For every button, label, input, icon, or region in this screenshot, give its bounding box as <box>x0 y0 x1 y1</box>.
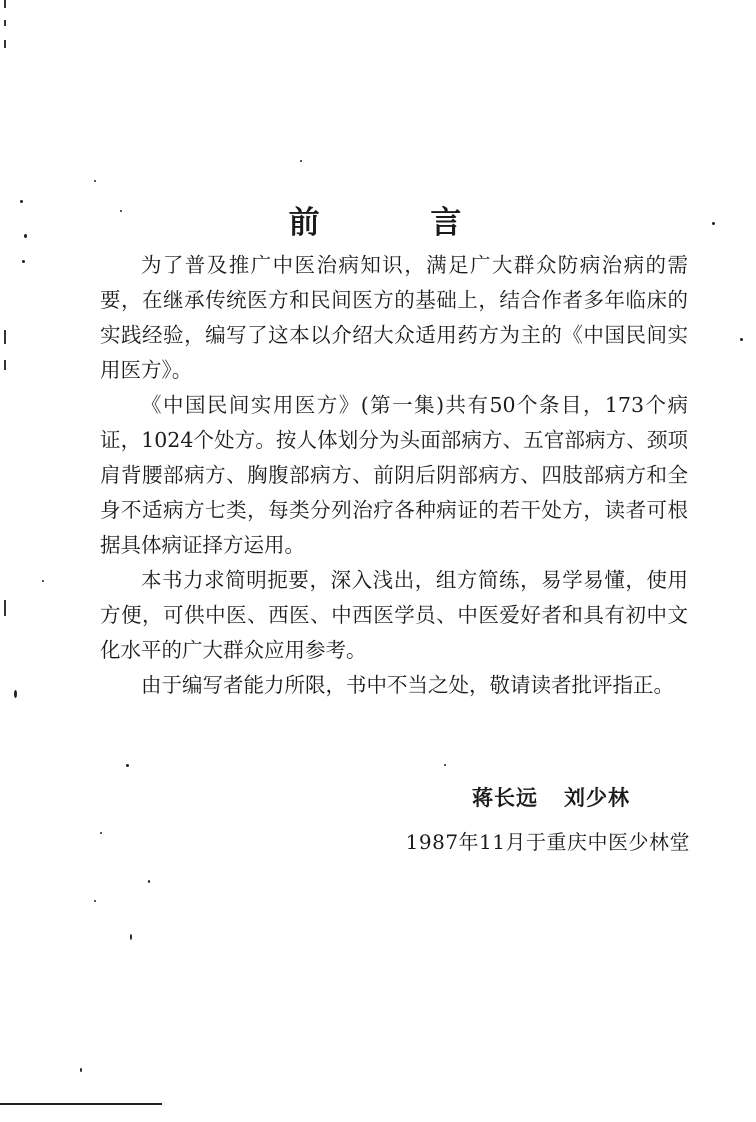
scan-edge-mark <box>4 330 6 344</box>
scan-speck <box>24 234 27 238</box>
scan-speck <box>148 880 150 883</box>
scan-speck <box>444 764 446 766</box>
scan-speck <box>14 690 17 698</box>
author-name: 蒋长远 <box>472 785 538 810</box>
scan-speck <box>94 900 96 902</box>
paragraph: 由于编写者能力所限，书中不当之处，敬请读者批评指正。 <box>141 673 674 697</box>
scan-speck <box>712 222 715 225</box>
paragraph: 《中国民间实用医方》(第一集)共有50个条目，173个病证，1024个处方。按人体划分为头面部病方、五官部病方、颈项肩背腰部病方、胸腹部病方、前阴后阴部病方、四肢部病方和全身不适病方七类，每类分列治疗各种病证的若干处方，读者可根据具体病证择方运用。 <box>100 393 688 557</box>
scan-edge-mark <box>4 0 6 8</box>
scan-edge-mark <box>4 600 6 616</box>
scan-edge-mark <box>4 360 6 370</box>
scan-edge-mark <box>4 20 6 26</box>
page-title: 前 言 <box>288 204 512 241</box>
scan-speck <box>80 1068 82 1072</box>
author-signature <box>472 782 630 812</box>
scan-speck <box>740 338 743 341</box>
scan-speck <box>20 200 23 203</box>
scan-edge-mark <box>4 40 6 48</box>
scan-speck <box>120 210 122 212</box>
paragraph: 为了普及推广中医治病知识，满足广大群众防病治病的需要，在继承传统医方和民间医方的基础上，结合作者多年临床的实践经验，编写了这本以介绍大众适用药方为主的《中国民间实用医方》。 <box>100 253 688 382</box>
author-name: 刘少林 <box>564 785 630 810</box>
scan-speck <box>130 934 132 940</box>
date-line: 1987年11月于重庆中医少林堂 <box>405 830 690 854</box>
scan-speck <box>42 580 44 582</box>
scan-speck <box>300 160 302 162</box>
paragraph: 本书力求简明扼要，深入浅出，组方简练，易学易懂，使用方便，可供中医、西医、中西医学员、中医爱好者和具有初中文化水平的广大群众应用参考。 <box>100 568 688 662</box>
scan-speck <box>94 180 96 182</box>
preface-body <box>100 248 688 703</box>
bottom-rule-line <box>0 1103 162 1105</box>
scan-speck <box>22 260 25 263</box>
scan-speck <box>100 832 102 834</box>
scan-speck <box>126 764 129 767</box>
